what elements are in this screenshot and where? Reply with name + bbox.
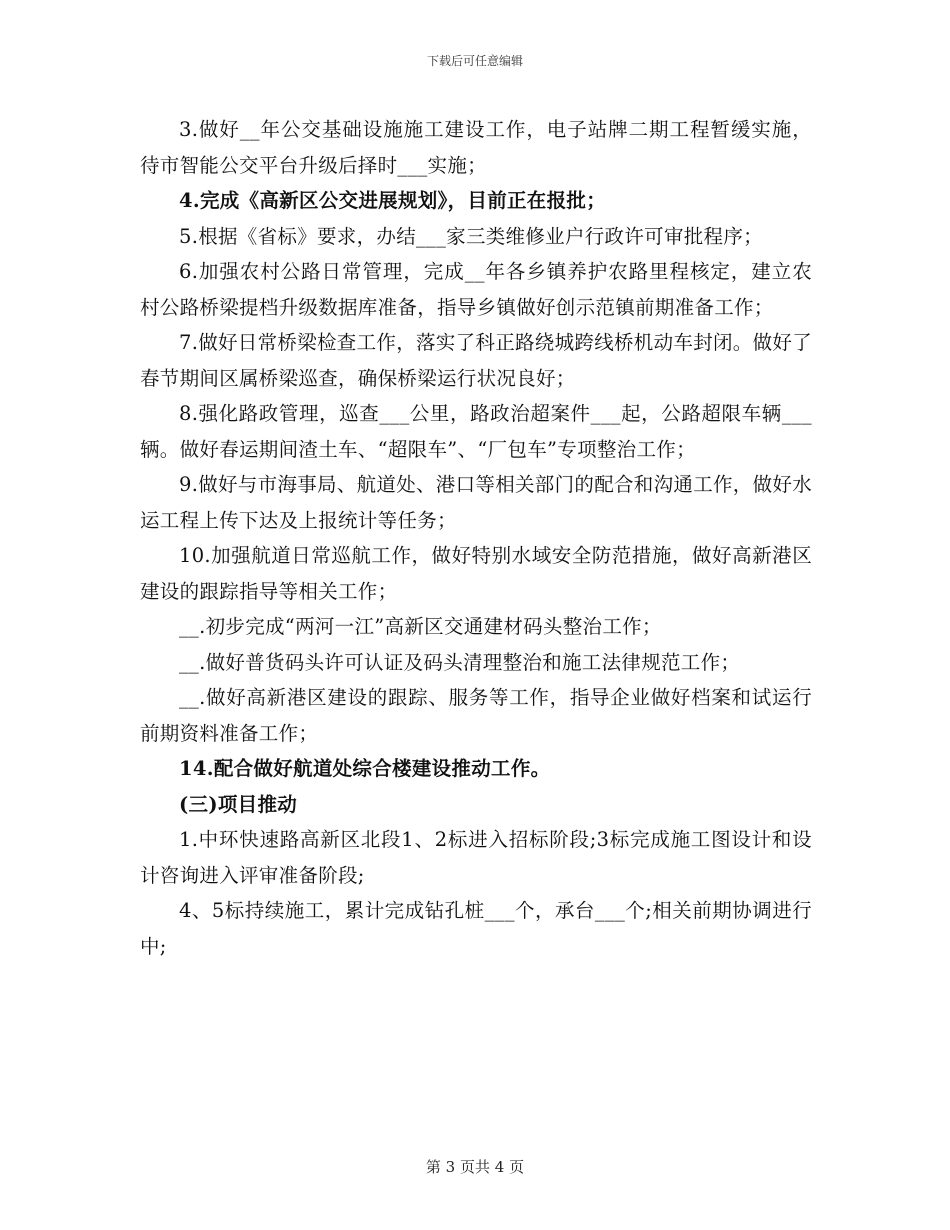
paragraph-5: 7.做好日常桥梁检查工作，落实了科正路绕城跨线桥机动车封闭。做好了春节期间区属桥梁巡查，确保桥梁运行状况良好； xyxy=(140,331,813,390)
paragraph-10: __.做好普货码头许可认证及码头清理整治和施工法律规范工作； xyxy=(179,650,741,674)
paragraph-13: 1.中环快速路高新区北段1、2标进入招标阶段;3标完成施工图设计和设计咨询进入评审准备阶段; xyxy=(140,828,812,887)
paragraph-14: 4、5标持续施工，累计完成钻孔桩___个，承台___个;相关前期协调进行中; xyxy=(140,899,812,958)
paragraph-1: 3.做好__年公交基础设施施工建设工作，电子站牌二期工程暂缓实施，待市智能公交平台升级后择时___实施； xyxy=(140,118,812,177)
document-body xyxy=(140,112,812,964)
paragraph-3: 5.根据《省标》要求，办结___家三类维修业户行政许可审批程序； xyxy=(179,224,763,248)
page-number-footer: 第 3 页共 4 页 xyxy=(425,1158,525,1176)
paragraph-11: __.做好高新港区建设的跟踪、服务等工作，指导企业做好档案和试运行前期资料准备工作； xyxy=(140,686,812,745)
paragraph-7: 9.做好与市海事局、航道处、港口等相关部门的配合和沟通工作，做好水运工程上传下达及上报统计等任务； xyxy=(140,473,813,532)
paragraph-2: 4.完成《高新区公交进展规划》，目前正在报批； xyxy=(179,189,607,212)
paragraph-8: 10.加强航道日常巡航工作，做好特别水域安全防范措施，做好高新港区建设的跟踪指导等相关工作； xyxy=(140,544,812,603)
paragraph-12: 14.配合做好航道处综合楼建设推动工作。 xyxy=(179,757,551,780)
paragraph-4: 6.加强农村公路日常管理，完成__年各乡镇养护农路里程核定，建立农村公路桥梁提档升级数据库准备，指导乡镇做好创示范镇前期准备工作； xyxy=(140,260,812,319)
section-heading: (三)项目推动 xyxy=(179,792,298,816)
paragraph-6: 8.强化路政管理，巡查___公里，路政治超案件___起，公路超限车辆___辆。做好春运期间渣土车、“超限车”、“厂包车”专项整治工作； xyxy=(140,402,812,461)
paragraph-9: __.初步完成“两河一江”高新区交通建材码头整治工作； xyxy=(179,615,662,638)
page-header-note: 下载后可任意编辑 xyxy=(426,54,523,68)
